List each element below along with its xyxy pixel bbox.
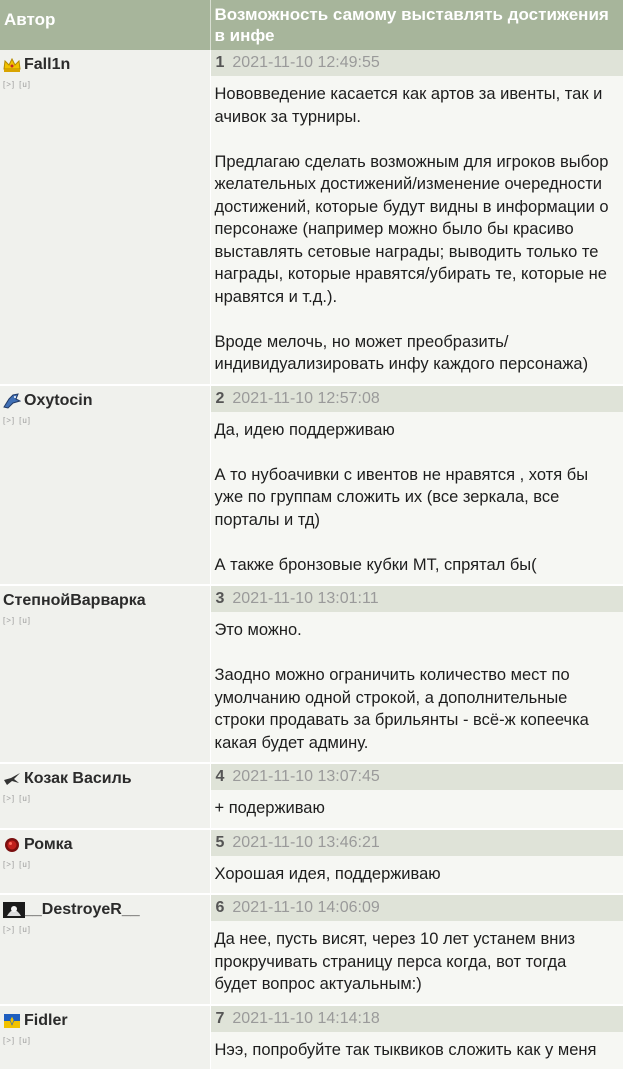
user-info-link[interactable]: [u]: [19, 616, 31, 625]
author-column-header: Автор: [0, 0, 210, 50]
author-link[interactable]: Fidler: [24, 1012, 68, 1030]
post-meta: [211, 386, 623, 413]
user-info-link[interactable]: [u]: [19, 925, 31, 934]
post-content-cell: [210, 1005, 623, 1071]
post-meta: [211, 1006, 623, 1033]
post-number[interactable]: 7: [216, 1010, 225, 1027]
post-paragraph: А то нубоачивки с ивентов не нравятся , хотя бы уже по группам сложить их (все зеркала, все порталы и тд): [215, 464, 612, 532]
post-number[interactable]: 2: [216, 390, 225, 407]
private-message-link[interactable]: [>]: [3, 80, 15, 89]
post-date: 2021-11-10 12:57:08: [232, 390, 379, 407]
post-author-cell: [0, 894, 210, 1005]
post-paragraph: Предлагаю сделать возможным для игроков выбор желательных достижений/изменение очередности достижений, которые будут видны в информации о персонаже (например можно было бы красиво выставлять сетовые награды; выводить только те награды, которые нравятся/убирать те, которые не нравятся и т.д.).: [215, 151, 612, 309]
post-paragraph: Вроде мелочь, но может преобразить/индивидуализировать инфу каждого персонажа): [215, 331, 612, 376]
post-content-cell: [210, 763, 623, 829]
post-author-cell: [0, 50, 210, 385]
private-message-link[interactable]: [>]: [3, 860, 15, 869]
post-number[interactable]: 4: [216, 768, 225, 785]
private-message-link[interactable]: [>]: [3, 925, 15, 934]
post-content-cell: [210, 894, 623, 1005]
user-info-link[interactable]: [u]: [19, 794, 31, 803]
post-content-cell: [210, 585, 623, 763]
post-date: 2021-11-10 13:46:21: [232, 834, 379, 851]
post-meta: [211, 764, 623, 791]
post-author-cell: [0, 763, 210, 829]
post-author-cell: [0, 829, 210, 895]
post-body: [211, 922, 623, 1004]
post-meta: [211, 830, 623, 857]
post-body: [211, 77, 623, 384]
author-link[interactable]: Fall1n: [24, 56, 70, 74]
post-author-cell: [0, 585, 210, 763]
post-number[interactable]: 1: [216, 54, 225, 71]
post-meta: [211, 50, 623, 77]
post-date: 2021-11-10 14:14:18: [232, 1010, 379, 1027]
user-info-link[interactable]: [u]: [19, 80, 31, 89]
post-body: [211, 613, 623, 762]
post-paragraph: Хорошая идея, поддерживаю: [215, 863, 612, 886]
post-paragraph: А также бронзовые кубки МТ, спрятал бы(: [215, 554, 612, 577]
post-row: [0, 894, 623, 1005]
private-message-link[interactable]: [>]: [3, 794, 15, 803]
post-row: [0, 50, 623, 385]
crown-icon: [3, 57, 21, 73]
post-row: [0, 763, 623, 829]
blue-creature-icon: [3, 393, 21, 409]
post-number[interactable]: 6: [216, 899, 225, 916]
shield-flag-icon: [3, 1013, 21, 1029]
post-row: [0, 585, 623, 763]
table-header-row: [0, 0, 623, 50]
post-body: [211, 1033, 623, 1070]
private-message-link[interactable]: [>]: [3, 616, 15, 625]
posts-list: [0, 50, 623, 1070]
post-author-cell: [0, 1005, 210, 1071]
post-date: 2021-11-10 13:01:11: [232, 590, 378, 607]
user-info-link[interactable]: [u]: [19, 860, 31, 869]
post-row: [0, 385, 623, 586]
post-paragraph: Нээ, попробуйте так тыквиков сложить как у меня: [215, 1039, 612, 1062]
author-link[interactable]: __DestroyeR__: [24, 901, 140, 919]
post-paragraph: Нововведение касается как артов за ивенты, так и ачивок за турниры.: [215, 83, 612, 128]
author-link[interactable]: Ромка: [24, 836, 73, 854]
post-content-cell: [210, 385, 623, 586]
post-content-cell: [210, 829, 623, 895]
user-info-link[interactable]: [u]: [19, 416, 31, 425]
post-meta: [211, 895, 623, 922]
author-link[interactable]: Oxytocin: [24, 392, 92, 410]
post-paragraph: + подерживаю: [215, 797, 612, 820]
post-meta: [211, 586, 623, 613]
post-number[interactable]: 5: [216, 834, 225, 851]
post-date: 2021-11-10 13:07:45: [232, 768, 379, 785]
dark-portrait-icon: [3, 902, 21, 918]
swallow-icon: [3, 771, 21, 787]
topic-title: Возможность самому выставлять достижения в инфе: [210, 0, 623, 50]
post-row: [0, 1005, 623, 1071]
post-paragraph: Да, идею поддерживаю: [215, 419, 612, 442]
post-date: 2021-11-10 12:49:55: [232, 54, 379, 71]
user-info-link[interactable]: [u]: [19, 1036, 31, 1045]
post-author-cell: [0, 385, 210, 586]
author-link[interactable]: СтепнойВарварка: [3, 592, 146, 610]
post-body: [211, 857, 623, 894]
post-row: [0, 829, 623, 895]
post-paragraph: Заодно можно ограничить количество мест по умолчанию одной строкой, а дополнительные строки продавать за брильянты - всё-ж копеечка какая будет админу.: [215, 664, 612, 754]
post-paragraph: Это можно.: [215, 619, 612, 642]
post-body: [211, 413, 623, 585]
red-orb-icon: [3, 837, 21, 853]
post-number[interactable]: 3: [216, 590, 225, 607]
post-body: [211, 791, 623, 828]
author-link[interactable]: Козак Василь: [24, 770, 132, 788]
post-content-cell: [210, 50, 623, 385]
post-paragraph: Да нее, пусть висят, через 10 лет устанем вниз прокручивать страницу перса когда, вот тогда будет вопрос актуальным:): [215, 928, 612, 996]
private-message-link[interactable]: [>]: [3, 1036, 15, 1045]
post-date: 2021-11-10 14:06:09: [232, 899, 379, 916]
private-message-link[interactable]: [>]: [3, 416, 15, 425]
